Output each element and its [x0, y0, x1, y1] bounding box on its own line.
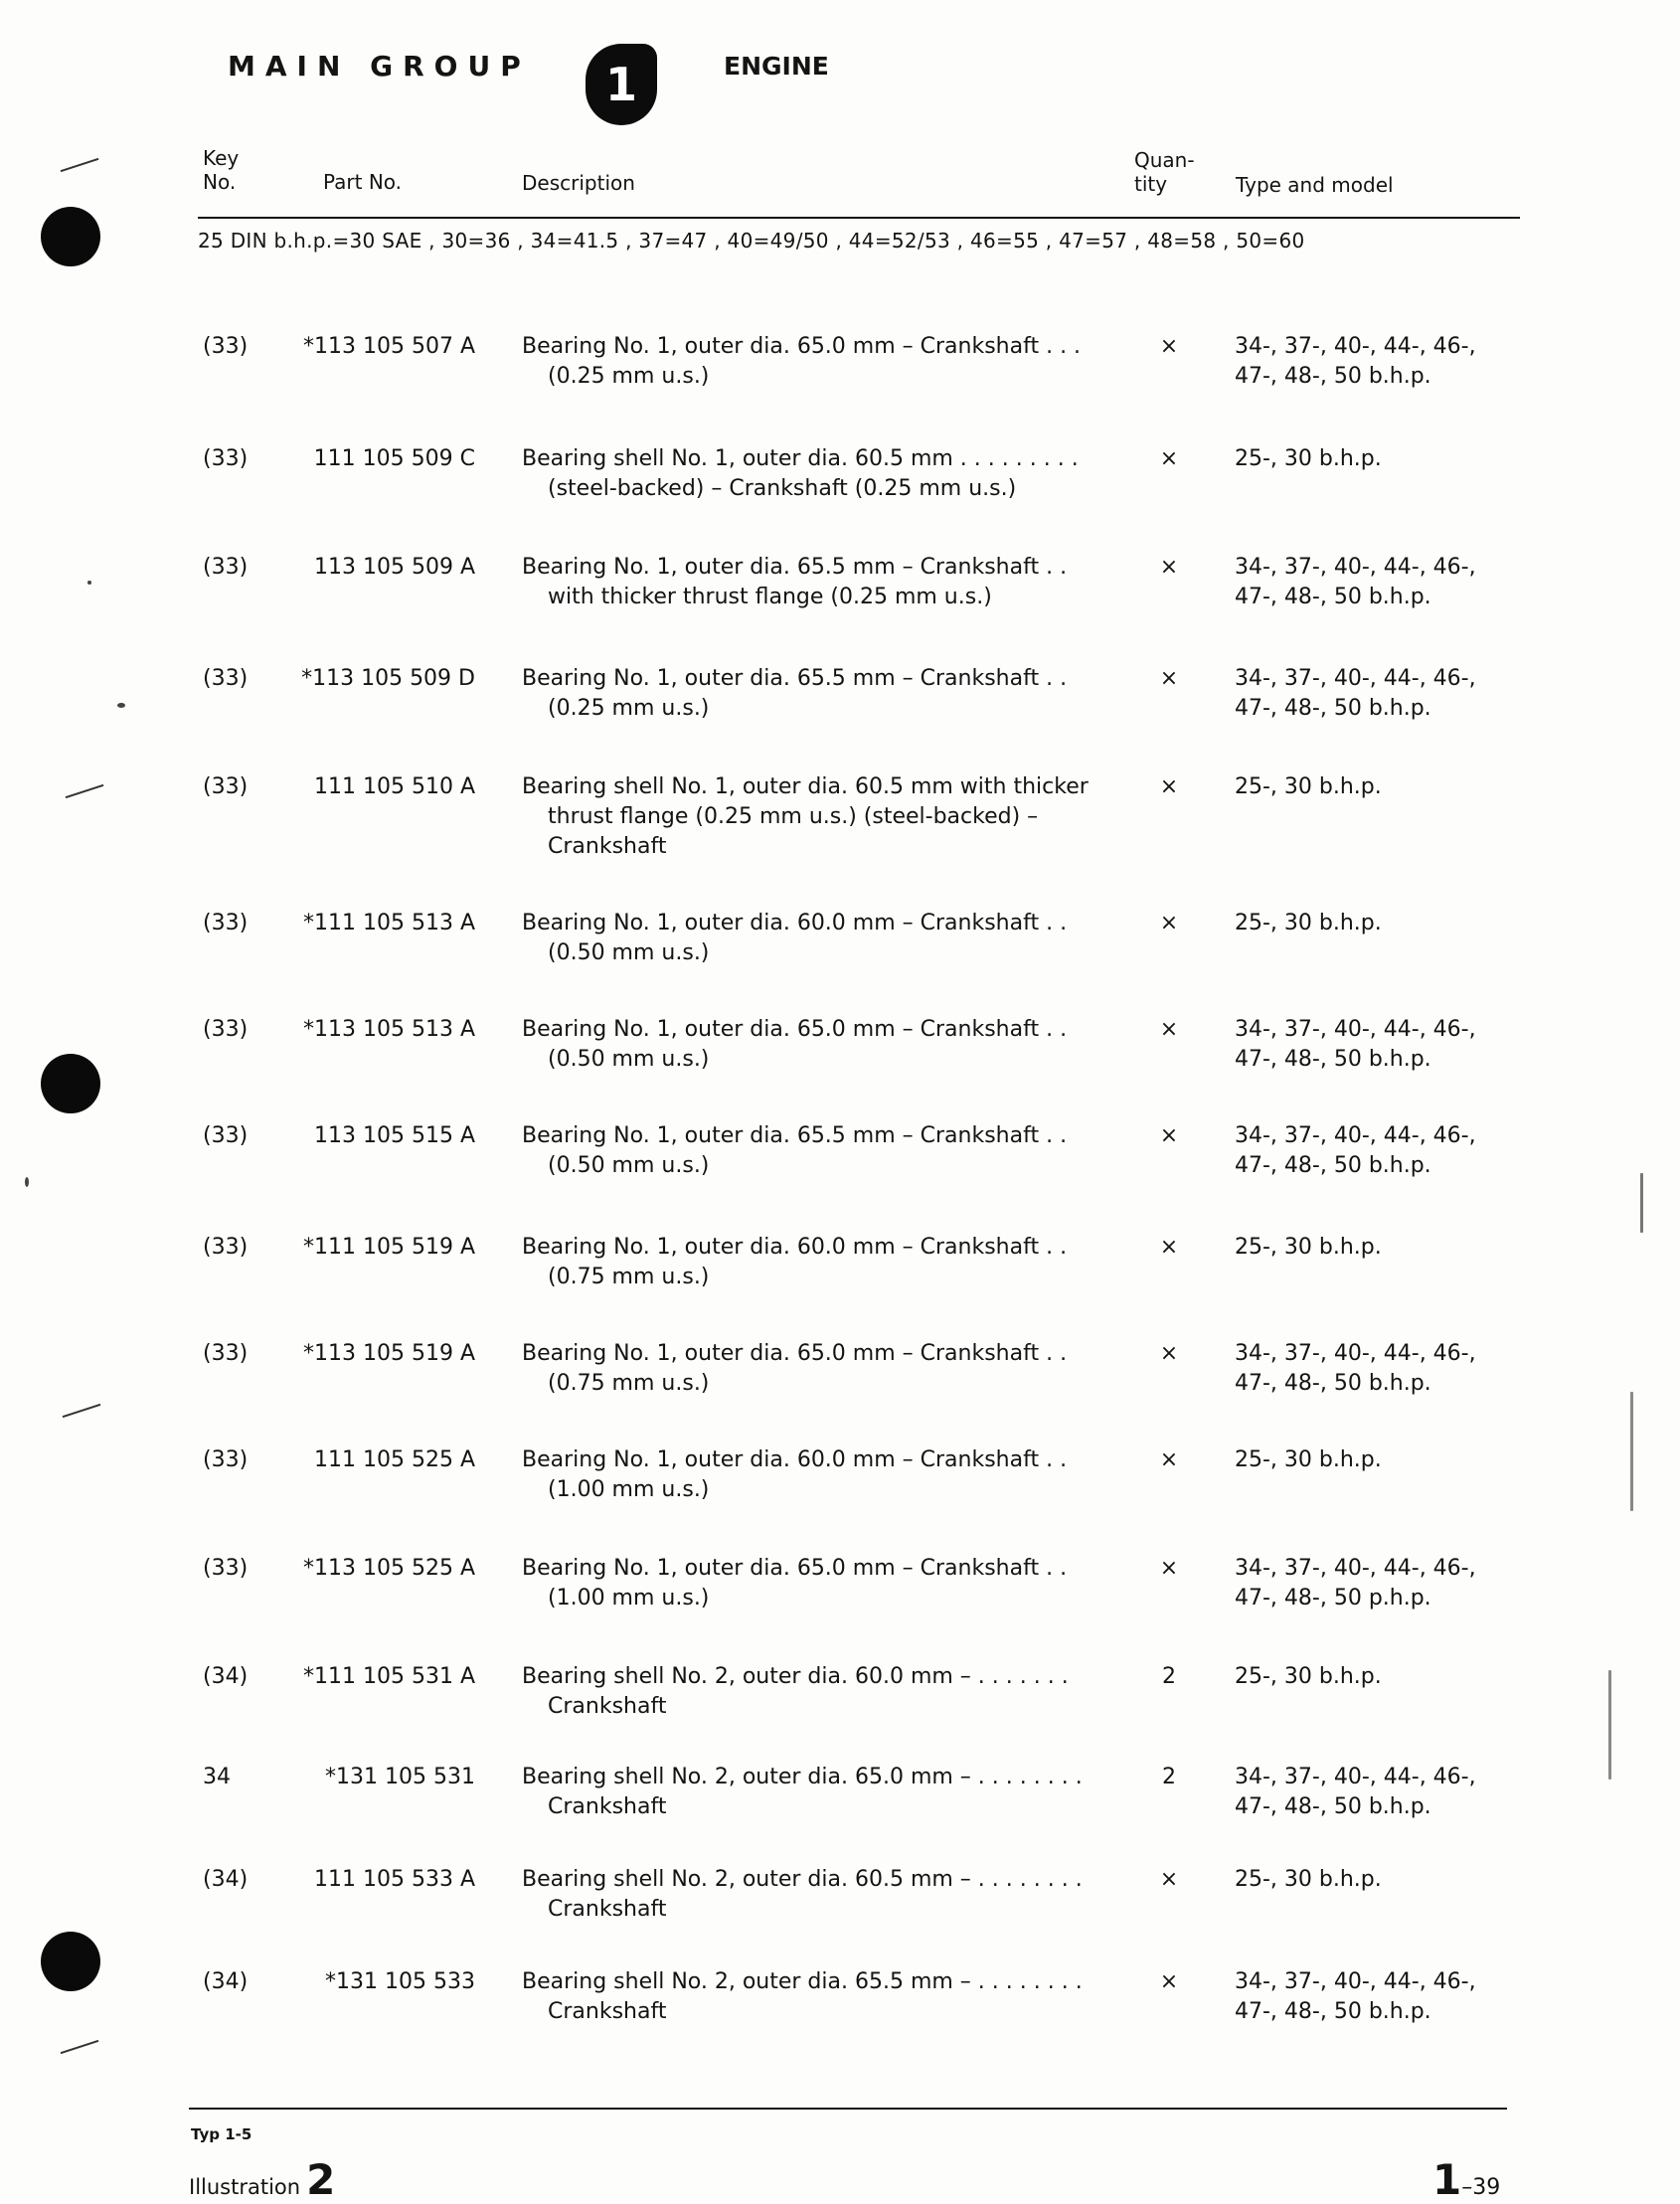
type-line: 47-, 48-, 50 p.h.p.	[1235, 1586, 1431, 1611]
scan-speck	[25, 1177, 29, 1187]
key-number: (33)	[203, 446, 249, 471]
description-line: (1.00 mm u.s.)	[548, 1477, 710, 1502]
description-line: Crankshaft	[548, 1897, 667, 1922]
type-line: 25-, 30 b.h.p.	[1235, 1867, 1382, 1892]
key-number: (33)	[203, 666, 249, 691]
type-line: 34-, 37-, 40-, 44-, 46-,	[1235, 666, 1476, 691]
column-header-description: Description	[522, 171, 635, 195]
description-line: Crankshaft	[548, 1999, 667, 2024]
description-line: Bearing shell No. 2, outer dia. 65.5 mm – . . . . . . . .	[522, 1969, 1083, 1994]
scan-speck	[1608, 1670, 1611, 1780]
part-description	[522, 1015, 1118, 1075]
group-number: 1	[604, 58, 637, 111]
description-line: with thicker thrust flange (0.25 mm u.s.)	[548, 585, 992, 609]
key-number: 34	[203, 1765, 231, 1789]
description-line: (steel-backed) – Crankshaft (0.25 mm u.s.)	[548, 476, 1017, 501]
part-description	[522, 332, 1118, 392]
part-number: 111 105 509 C	[313, 446, 475, 471]
part-number: *113 105 509 D	[301, 666, 475, 691]
description-line: Bearing No. 1, outer dia. 60.0 mm – Crankshaft . .	[522, 1447, 1068, 1472]
column-header-key-line1: Key	[203, 146, 240, 170]
type-line: 34-, 37-, 40-, 44-, 46-,	[1235, 1123, 1476, 1148]
type-line: 25-, 30 b.h.p.	[1235, 1447, 1382, 1472]
key-number: (33)	[203, 1017, 249, 1042]
key-number: (33)	[203, 334, 249, 359]
illustration-reference	[189, 2155, 335, 2204]
type-and-model	[1235, 1121, 1533, 1181]
part-description	[522, 1865, 1118, 1925]
type-line: 47-, 48-, 50 b.h.p.	[1235, 1371, 1431, 1396]
part-description	[522, 1967, 1118, 2027]
description-line: Bearing No. 1, outer dia. 65.0 mm – Crankshaft . .	[522, 1341, 1068, 1366]
part-description	[522, 664, 1118, 724]
column-header-key-no	[203, 146, 239, 194]
type-and-model	[1235, 664, 1533, 724]
type-and-model	[1235, 1554, 1533, 1613]
type-and-model	[1235, 1233, 1533, 1263]
type-and-model	[1235, 1662, 1533, 1692]
part-number: 111 105 525 A	[313, 1447, 475, 1472]
header-rule	[198, 217, 1520, 219]
part-description	[522, 1339, 1118, 1399]
scan-speck	[87, 581, 91, 585]
part-number: 111 105 533 A	[313, 1867, 475, 1892]
description-line: (0.75 mm u.s.)	[548, 1265, 710, 1289]
quantity: ×	[1159, 1341, 1179, 1366]
part-number: 113 105 509 A	[313, 555, 475, 580]
scan-speck	[1630, 1392, 1633, 1511]
description-line: Bearing No. 1, outer dia. 65.0 mm – Crankshaft . . .	[522, 334, 1082, 359]
part-description	[522, 1662, 1118, 1722]
part-description	[522, 553, 1118, 612]
description-line: Bearing No. 1, outer dia. 60.0 mm – Crankshaft . .	[522, 1235, 1068, 1260]
power-ratings-line: 25 DIN b.h.p.=30 SAE , 30=36 , 34=41.5 , 37=47 , 40=49/50 , 44=52/53 , 46=55 , 47=57 , 48=58 , 50=60	[198, 229, 1305, 253]
group-number-badge	[586, 44, 657, 125]
description-line: (0.25 mm u.s.)	[548, 364, 710, 389]
type-line: 47-, 48-, 50 b.h.p.	[1235, 1794, 1431, 1819]
page-number-main: 1	[1432, 2155, 1462, 2204]
type-and-model	[1235, 553, 1533, 612]
key-number: (33)	[203, 1447, 249, 1472]
key-number: (33)	[203, 1235, 249, 1260]
scan-speck	[117, 703, 125, 708]
key-number: (34)	[203, 1867, 249, 1892]
description-line: (1.00 mm u.s.)	[548, 1586, 710, 1611]
part-description	[522, 772, 1118, 862]
quantity: ×	[1159, 555, 1179, 580]
description-line: Crankshaft	[548, 834, 667, 859]
type-and-model	[1235, 1763, 1533, 1822]
footer-rule	[189, 2108, 1507, 2110]
punch-hole-bottom	[41, 1932, 100, 1991]
key-number: (33)	[203, 1123, 249, 1148]
part-description	[522, 909, 1118, 968]
quantity: ×	[1159, 1969, 1179, 1994]
quantity: ×	[1159, 1867, 1179, 1892]
column-header-key-line2: No.	[203, 170, 237, 194]
type-line: 47-, 48-, 50 b.h.p.	[1235, 585, 1431, 609]
type-line: 34-, 37-, 40-, 44-, 46-,	[1235, 1765, 1476, 1789]
part-number: *113 105 513 A	[302, 1017, 475, 1042]
quantity: ×	[1159, 1235, 1179, 1260]
type-line: 47-, 48-, 50 b.h.p.	[1235, 1999, 1431, 2024]
part-description	[522, 1233, 1118, 1292]
column-header-quantity	[1134, 148, 1195, 196]
part-number: 113 105 515 A	[313, 1123, 475, 1148]
description-line: (0.50 mm u.s.)	[548, 1047, 710, 1072]
description-line: Bearing No. 1, outer dia. 65.5 mm – Crankshaft . .	[522, 555, 1068, 580]
type-line: 25-, 30 b.h.p.	[1235, 1664, 1382, 1689]
quantity: ×	[1159, 1123, 1179, 1148]
quantity: ×	[1159, 666, 1179, 691]
description-line: Bearing No. 1, outer dia. 65.5 mm – Crankshaft . .	[522, 1123, 1068, 1148]
part-number: *131 105 531	[325, 1765, 475, 1789]
description-line: Crankshaft	[548, 1794, 667, 1819]
type-line: 25-, 30 b.h.p.	[1235, 911, 1382, 935]
type-line: 25-, 30 b.h.p.	[1235, 774, 1382, 799]
column-header-quantity-line1: Quan-	[1134, 148, 1195, 172]
punch-hole-top	[41, 207, 100, 266]
type-and-model	[1235, 1445, 1533, 1475]
quantity: ×	[1159, 911, 1179, 935]
description-line: Bearing shell No. 2, outer dia. 60.5 mm – . . . . . . . .	[522, 1867, 1083, 1892]
scan-speck	[1640, 1173, 1643, 1233]
type-line: 34-, 37-, 40-, 44-, 46-,	[1235, 1341, 1476, 1366]
quantity: ×	[1159, 446, 1179, 471]
description-line: Bearing shell No. 2, outer dia. 65.0 mm – . . . . . . . .	[522, 1765, 1083, 1789]
description-line: Bearing No. 1, outer dia. 65.5 mm – Crankshaft . .	[522, 666, 1068, 691]
scan-mark	[61, 158, 99, 172]
type-line: 34-, 37-, 40-, 44-, 46-,	[1235, 1556, 1476, 1581]
description-line: (0.25 mm u.s.)	[548, 696, 710, 721]
page-number-sub: –39	[1461, 2175, 1501, 2200]
part-number: 111 105 510 A	[313, 774, 475, 799]
part-description	[522, 1121, 1118, 1181]
quantity: ×	[1159, 1017, 1179, 1042]
part-description	[522, 1763, 1118, 1822]
scan-mark	[61, 2040, 99, 2054]
main-group-title: MAIN GROUP	[228, 50, 531, 83]
part-number: *111 105 531 A	[302, 1664, 475, 1689]
type-and-model	[1235, 772, 1533, 802]
quantity: ×	[1159, 774, 1179, 799]
description-line: Bearing shell No. 1, outer dia. 60.5 mm with thicker	[522, 774, 1089, 799]
key-number: (33)	[203, 1341, 249, 1366]
key-number: (34)	[203, 1969, 249, 1994]
quantity: ×	[1159, 334, 1179, 359]
key-number: (33)	[203, 555, 249, 580]
type-and-model	[1235, 332, 1533, 392]
quantity: 2	[1162, 1664, 1176, 1689]
description-line: Bearing shell No. 2, outer dia. 60.0 mm – . . . . . . .	[522, 1664, 1069, 1689]
scan-mark	[66, 784, 104, 798]
description-line: (0.50 mm u.s.)	[548, 940, 710, 965]
page-number	[1432, 2155, 1500, 2204]
description-line: thrust flange (0.25 mm u.s.) (steel-backed) –	[548, 804, 1039, 829]
type-and-model	[1235, 1339, 1533, 1399]
description-line: Bearing shell No. 1, outer dia. 60.5 mm . . . . . . . . .	[522, 446, 1079, 471]
type-line: 25-, 30 b.h.p.	[1235, 446, 1382, 471]
type-and-model	[1235, 1015, 1533, 1075]
part-number: *131 105 533	[325, 1969, 475, 1994]
type-line: 25-, 30 b.h.p.	[1235, 1235, 1382, 1260]
key-number: (34)	[203, 1664, 249, 1689]
type-line: 34-, 37-, 40-, 44-, 46-,	[1235, 1017, 1476, 1042]
type-and-model	[1235, 1865, 1533, 1895]
key-number: (33)	[203, 911, 249, 935]
type-line: 47-, 48-, 50 b.h.p.	[1235, 1047, 1431, 1072]
part-number: *113 105 519 A	[302, 1341, 475, 1366]
type-and-model	[1235, 444, 1533, 474]
description-line: (0.75 mm u.s.)	[548, 1371, 710, 1396]
description-line: Bearing No. 1, outer dia. 65.0 mm – Crankshaft . .	[522, 1556, 1068, 1581]
type-line: 34-, 37-, 40-, 44-, 46-,	[1235, 555, 1476, 580]
part-number: *111 105 513 A	[302, 911, 475, 935]
type-line: 34-, 37-, 40-, 44-, 46-,	[1235, 334, 1476, 359]
model-type-note: Typ 1-5	[191, 2125, 252, 2143]
type-and-model	[1235, 909, 1533, 938]
group-title: ENGINE	[724, 52, 829, 81]
part-number: *113 105 507 A	[302, 334, 475, 359]
part-number: *113 105 525 A	[302, 1556, 475, 1581]
punch-hole-middle	[41, 1054, 100, 1113]
type-line: 47-, 48-, 50 b.h.p.	[1235, 1153, 1431, 1178]
description-line: Bearing No. 1, outer dia. 60.0 mm – Crankshaft . .	[522, 911, 1068, 935]
part-description	[522, 1445, 1118, 1505]
description-line: Bearing No. 1, outer dia. 65.0 mm – Crankshaft . .	[522, 1017, 1068, 1042]
quantity: ×	[1159, 1447, 1179, 1472]
type-line: 34-, 37-, 40-, 44-, 46-,	[1235, 1969, 1476, 1994]
column-header-quantity-line2: tity	[1134, 172, 1168, 196]
description-line: Crankshaft	[548, 1694, 667, 1719]
part-description	[522, 1554, 1118, 1613]
description-line: (0.50 mm u.s.)	[548, 1153, 710, 1178]
scan-mark	[63, 1404, 101, 1418]
key-number: (33)	[203, 1556, 249, 1581]
quantity: ×	[1159, 1556, 1179, 1581]
column-header-part-no: Part No.	[323, 170, 403, 194]
type-line: 47-, 48-, 50 b.h.p.	[1235, 696, 1431, 721]
type-and-model	[1235, 1967, 1533, 2027]
illustration-label: Illustration	[189, 2175, 301, 2199]
illustration-number: 2	[306, 2155, 336, 2204]
column-header-type-model: Type and model	[1236, 173, 1394, 197]
part-description	[522, 444, 1118, 504]
part-number: *111 105 519 A	[302, 1235, 475, 1260]
type-line: 47-, 48-, 50 b.h.p.	[1235, 364, 1431, 389]
quantity: 2	[1162, 1765, 1176, 1789]
key-number: (33)	[203, 774, 249, 799]
